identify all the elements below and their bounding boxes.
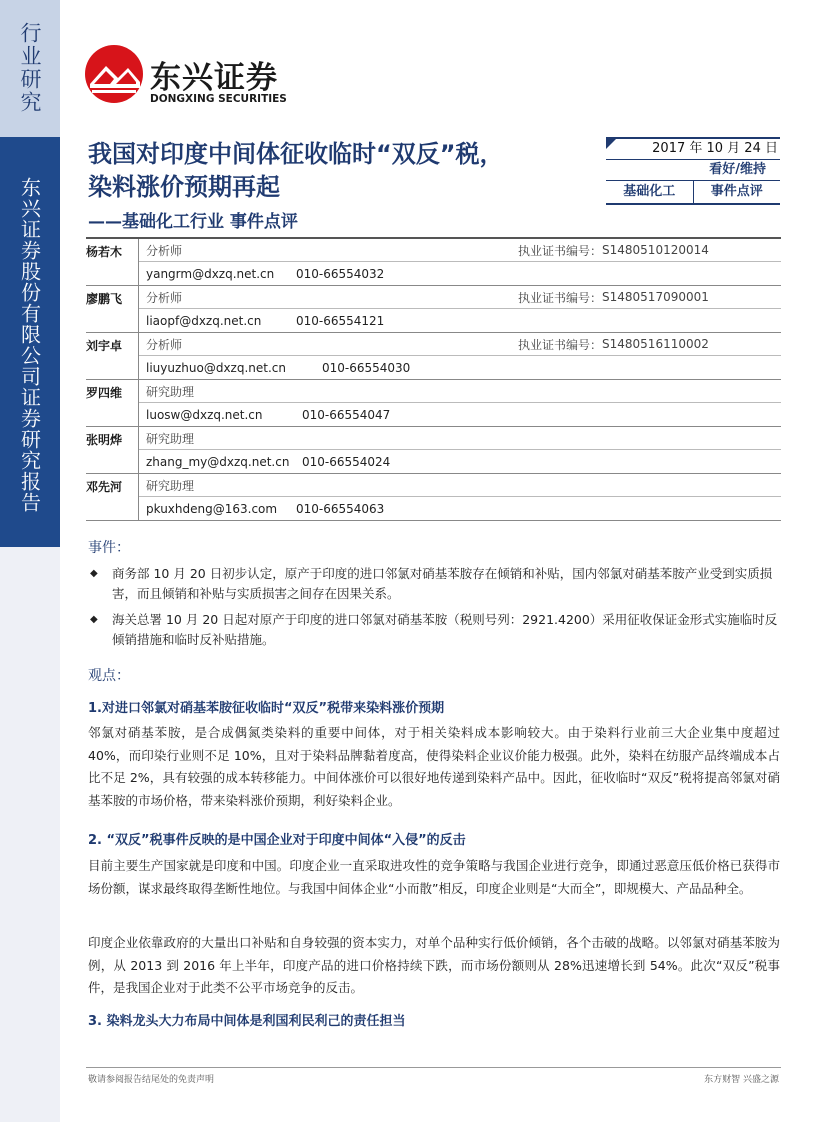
section-2-paragraph-2: 印度企业依靠政府的大量出口补贴和自身较强的资本实力，对单个品种实行低价倾销，各个击破的战略。以邻氯对硝基苯胺为例，从 2013 到 2016 年上半年，印度产品的进口价格持续下跌，而市场份额则从 28%迅速增长到 54%。此次“双反”税事件，是我国企业对于此类不公平市场竞争的反击。 — [88, 935, 780, 995]
footer-disclaimer: 敬请参阅报告结尾处的免责声明 — [88, 1075, 215, 1085]
analyst-row — [86, 427, 781, 474]
cert-number: S1480517090001 — [602, 290, 709, 304]
section-1-paragraph: 邻氯对硝基苯胺，是合成偶氮类染料的重要中间体，对于相关染料成本影响较大。由于染料行业前三大企业集中度超过 40%，而印染行业则不足 10%，且对于染料品牌黏着度高，使得染料企业议价能力极强。此外，染料在纺服产品终端成本占比不足 2%，具有较强的成本转移能力。中间体涨价可以很好地传递到染料产品中。因此，征收临时“双反”税将提高邻氯对硝基苯胺的市场价格，带来染料涨价预期，利好染料企业。 — [88, 725, 780, 808]
analyst-name: 刘宇卓 — [86, 333, 139, 379]
analyst-row — [86, 239, 781, 286]
analyst-row — [86, 333, 781, 380]
corner-triangle-icon — [606, 137, 618, 149]
report-tags — [606, 181, 780, 205]
analyst-email[interactable]: zhang_my@dxzq.net.cn — [146, 454, 290, 469]
cert-label: 执业证书编号： — [518, 243, 603, 258]
analyst-email[interactable]: liaopf@dxzq.net.cn — [146, 313, 262, 328]
views-heading: 观点： — [88, 668, 130, 684]
event-bullet-text: 商务部 10 月 20 日初步认定，原产于印度的进口邻氯对硝基苯胺存在倾销和补贴，国内邻氯对硝基苯胺产业受到实质损害，而且倾销和补贴与实质损害之间存在因果关系。 — [112, 566, 773, 601]
analyst-email[interactable]: pkuxhdeng@163.com — [146, 501, 278, 516]
cert-label: 执业证书编号： — [518, 337, 603, 352]
event-bullet — [88, 564, 780, 604]
diamond-bullet-icon: ◆ — [90, 568, 98, 579]
analyst-table — [86, 237, 781, 521]
sidebar-company — [0, 137, 60, 547]
logo-cn-text: 东兴证券 — [150, 60, 278, 96]
footer-slogan: 东方财智 兴盛之源 — [704, 1075, 779, 1085]
report-type-tag: 事件点评 — [710, 184, 763, 199]
event-bullet — [88, 610, 780, 650]
analyst-name: 杨若木 — [86, 239, 139, 285]
section-1-title: 1.对进口邻氯对硝基苯胺征收临时“双反”税带来染料涨价预期 — [88, 701, 445, 716]
diamond-bullet-icon: ◆ — [90, 614, 98, 625]
analyst-role: 研究助理 — [146, 384, 195, 399]
report-info-box — [606, 137, 780, 205]
analyst-role: 研究助理 — [146, 431, 195, 446]
analyst-role: 分析师 — [146, 243, 183, 258]
analyst-phone: 010-66554063 — [296, 501, 385, 516]
section-2-paragraph-1: 目前主要生产国家就是印度和中国。印度企业一直采取进攻性的竞争策略与我国企业进行竞争，即通过恶意压低价格已获得市场份额，谋求最终取得垄断性地位。与我国中间体企业“小而散”相反，印度企业则是“大而全”，即规模大、产品品种全。 — [88, 858, 780, 896]
analyst-phone: 010-66554047 — [302, 407, 391, 422]
analyst-row — [86, 380, 781, 427]
analyst-phone: 010-66554121 — [296, 313, 385, 328]
analyst-row — [86, 286, 781, 333]
cert-number: S1480516110002 — [602, 337, 709, 351]
industry-tag: 基础化工 — [606, 181, 694, 203]
analyst-email[interactable]: luosw@dxzq.net.cn — [146, 407, 263, 422]
report-date — [606, 137, 780, 159]
analyst-role: 分析师 — [146, 290, 183, 305]
analyst-name: 邓先河 — [86, 474, 139, 520]
analyst-phone: 010-66554032 — [296, 266, 385, 281]
analyst-name: 廖鹏飞 — [86, 286, 139, 332]
cert-number: S1480510120014 — [602, 243, 709, 257]
report-subtitle: ——基础化工行业 事件点评 — [88, 212, 298, 232]
sidebar-company-label: 东兴证券股份有限公司证券研究报告 — [17, 177, 42, 513]
logo-en-text: DONGXING SECURITIES — [150, 93, 287, 105]
section-2-title: 2. “双反”税事件反映的是中国企业对于印度中间体“入侵”的反击 — [88, 833, 466, 848]
footer-divider — [86, 1067, 781, 1068]
dongxing-logo-icon — [84, 44, 144, 104]
analyst-phone: 010-66554030 — [322, 360, 411, 375]
analyst-role: 分析师 — [146, 337, 183, 352]
analyst-name: 罗四维 — [86, 380, 139, 426]
sidebar-category — [0, 0, 60, 137]
report-title: 我国对印度中间体征收临时“双反”税，染料涨价预期再起 — [88, 140, 504, 201]
event-heading: 事件： — [88, 540, 130, 556]
event-bullet-text: 海关总署 10 月 20 日起对原产于印度的进口邻氯对硝基苯胺（税则号列：2921.4200）采用征收保证金形式实施临时反倾销措施和临时反补贴措施。 — [112, 612, 778, 647]
analyst-email[interactable]: liuyuzhuo@dxzq.net.cn — [146, 360, 286, 375]
report-date-text: 2017 年 10 月 24 日 — [652, 141, 778, 156]
section-3-title: 3. 染料龙头大力布局中间体是利国利民利己的责任担当 — [88, 1014, 406, 1029]
analyst-email[interactable]: yangrm@dxzq.net.cn — [146, 266, 275, 281]
analyst-role: 研究助理 — [146, 478, 195, 493]
report-rating: 看好/维持 — [606, 159, 780, 181]
analyst-phone: 010-66554024 — [302, 454, 391, 469]
sidebar-category-label: 行业研究 — [18, 22, 42, 114]
company-logo — [84, 44, 287, 105]
analyst-name: 张明烨 — [86, 427, 139, 473]
analyst-row — [86, 474, 781, 521]
cert-label: 执业证书编号： — [518, 290, 603, 305]
